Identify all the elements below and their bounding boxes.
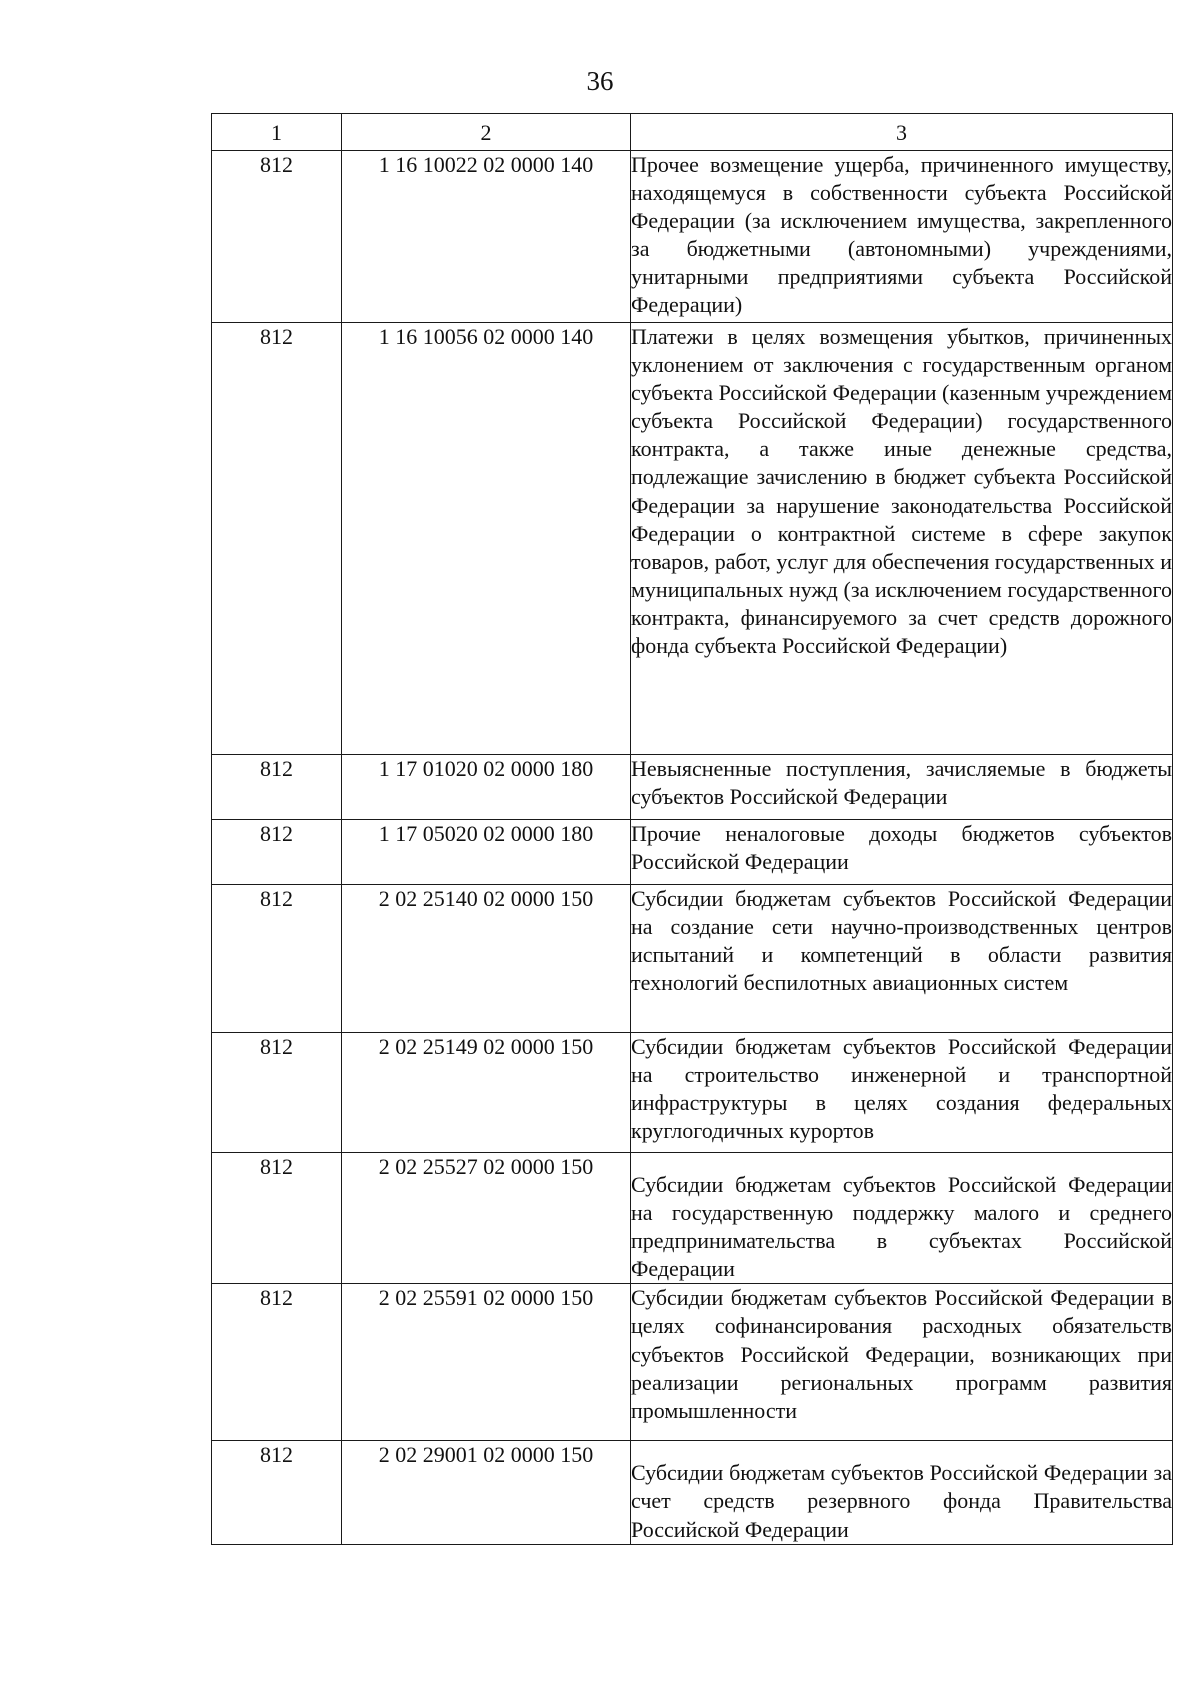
table-row bbox=[212, 755, 1173, 820]
budget-code-cell: 2 02 25140 02 0000 150 bbox=[342, 885, 631, 1033]
description-cell: Субсидии бюджетам субъектов Российской Федерации на строительство инженерной и транспортной инфраструктуры в целях создания федеральных круглогодичных курортов bbox=[631, 1033, 1173, 1153]
admin-code-cell: 812 bbox=[212, 1033, 342, 1153]
description-cell: Прочие неналоговые доходы бюджетов субъектов Российской Федерации bbox=[631, 820, 1173, 885]
page-number bbox=[0, 66, 1200, 96]
admin-code-cell: 812 bbox=[212, 151, 342, 323]
description-cell: Субсидии бюджетам субъектов Российской Федерации на создание сети научно-производственных центров испытаний и компетенций в области развития технологий беспилотных авиационных систем bbox=[631, 885, 1173, 1033]
admin-code-cell: 812 bbox=[212, 1441, 342, 1545]
description-cell: Невыясненные поступления, зачисляемые в бюджеты субъектов Российской Федерации bbox=[631, 755, 1173, 820]
page-number-text: 36 bbox=[586, 66, 614, 96]
admin-code-cell: 812 bbox=[212, 820, 342, 885]
budget-code-cell: 1 16 10022 02 0000 140 bbox=[342, 151, 631, 323]
description-cell: Субсидии бюджетам субъектов Российской Федерации в целях софинансирования расходных обязательств субъектов Российской Федерации, возникающих при реализации региональных программ развития промышленности bbox=[631, 1284, 1173, 1441]
table-row bbox=[212, 323, 1173, 755]
column-header-3: 3 bbox=[631, 114, 1173, 151]
table-body bbox=[212, 151, 1173, 1545]
column-header-2: 2 bbox=[342, 114, 631, 151]
budget-code-cell: 1 17 05020 02 0000 180 bbox=[342, 820, 631, 885]
budget-code-cell: 2 02 25527 02 0000 150 bbox=[342, 1153, 631, 1284]
table-header-row bbox=[212, 114, 1173, 151]
budget-code-cell: 1 16 10056 02 0000 140 bbox=[342, 323, 631, 755]
table-header bbox=[212, 114, 1173, 151]
budget-code-cell: 2 02 25149 02 0000 150 bbox=[342, 1033, 631, 1153]
budget-code-cell: 2 02 29001 02 0000 150 bbox=[342, 1441, 631, 1545]
table-row bbox=[212, 1153, 1173, 1284]
table-row bbox=[212, 1441, 1173, 1545]
admin-code-cell: 812 bbox=[212, 323, 342, 755]
revenue-codes-table bbox=[211, 113, 1173, 1545]
admin-code-cell: 812 bbox=[212, 1284, 342, 1441]
description-cell: Субсидии бюджетам субъектов Российской Федерации за счет средств резервного фонда Правительства Российской Федерации bbox=[631, 1441, 1173, 1545]
admin-code-cell: 812 bbox=[212, 755, 342, 820]
table-row bbox=[212, 885, 1173, 1033]
column-header-1: 1 bbox=[212, 114, 342, 151]
table-row bbox=[212, 151, 1173, 323]
budget-code-cell: 1 17 01020 02 0000 180 bbox=[342, 755, 631, 820]
description-cell: Прочее возмещение ущерба, причиненного имуществу, находящемуся в собственности субъекта Российской Федерации (за исключением имущества, закрепленного за бюджетными (автономными) учреждениями, унитарными предприятиями субъекта Российской Федерации) bbox=[631, 151, 1173, 323]
table-row bbox=[212, 820, 1173, 885]
admin-code-cell: 812 bbox=[212, 1153, 342, 1284]
description-cell: Платежи в целях возмещения убытков, причиненных уклонением от заключения с государственным органом субъекта Российской Федерации (казенным учреждением субъекта Российской Федерации) государственного контракта, а также иные денежные средства, подлежащие зачислению в бюджет субъекта Российской Федерации за нарушение законодательства Российской Федерации о контрактной системе в сфере закупок товаров, работ, услуг для обеспечения государственных и муниципальных нужд (за исключением государственного контракта, финансируемого за счет средств дорожного фонда субъекта Российской Федерации) bbox=[631, 323, 1173, 755]
table-row bbox=[212, 1284, 1173, 1441]
admin-code-cell: 812 bbox=[212, 885, 342, 1033]
table-row bbox=[212, 1033, 1173, 1153]
description-cell: Субсидии бюджетам субъектов Российской Федерации на государственную поддержку малого и среднего предпринимательства в субъектах Российской Федерации bbox=[631, 1153, 1173, 1284]
budget-code-cell: 2 02 25591 02 0000 150 bbox=[342, 1284, 631, 1441]
